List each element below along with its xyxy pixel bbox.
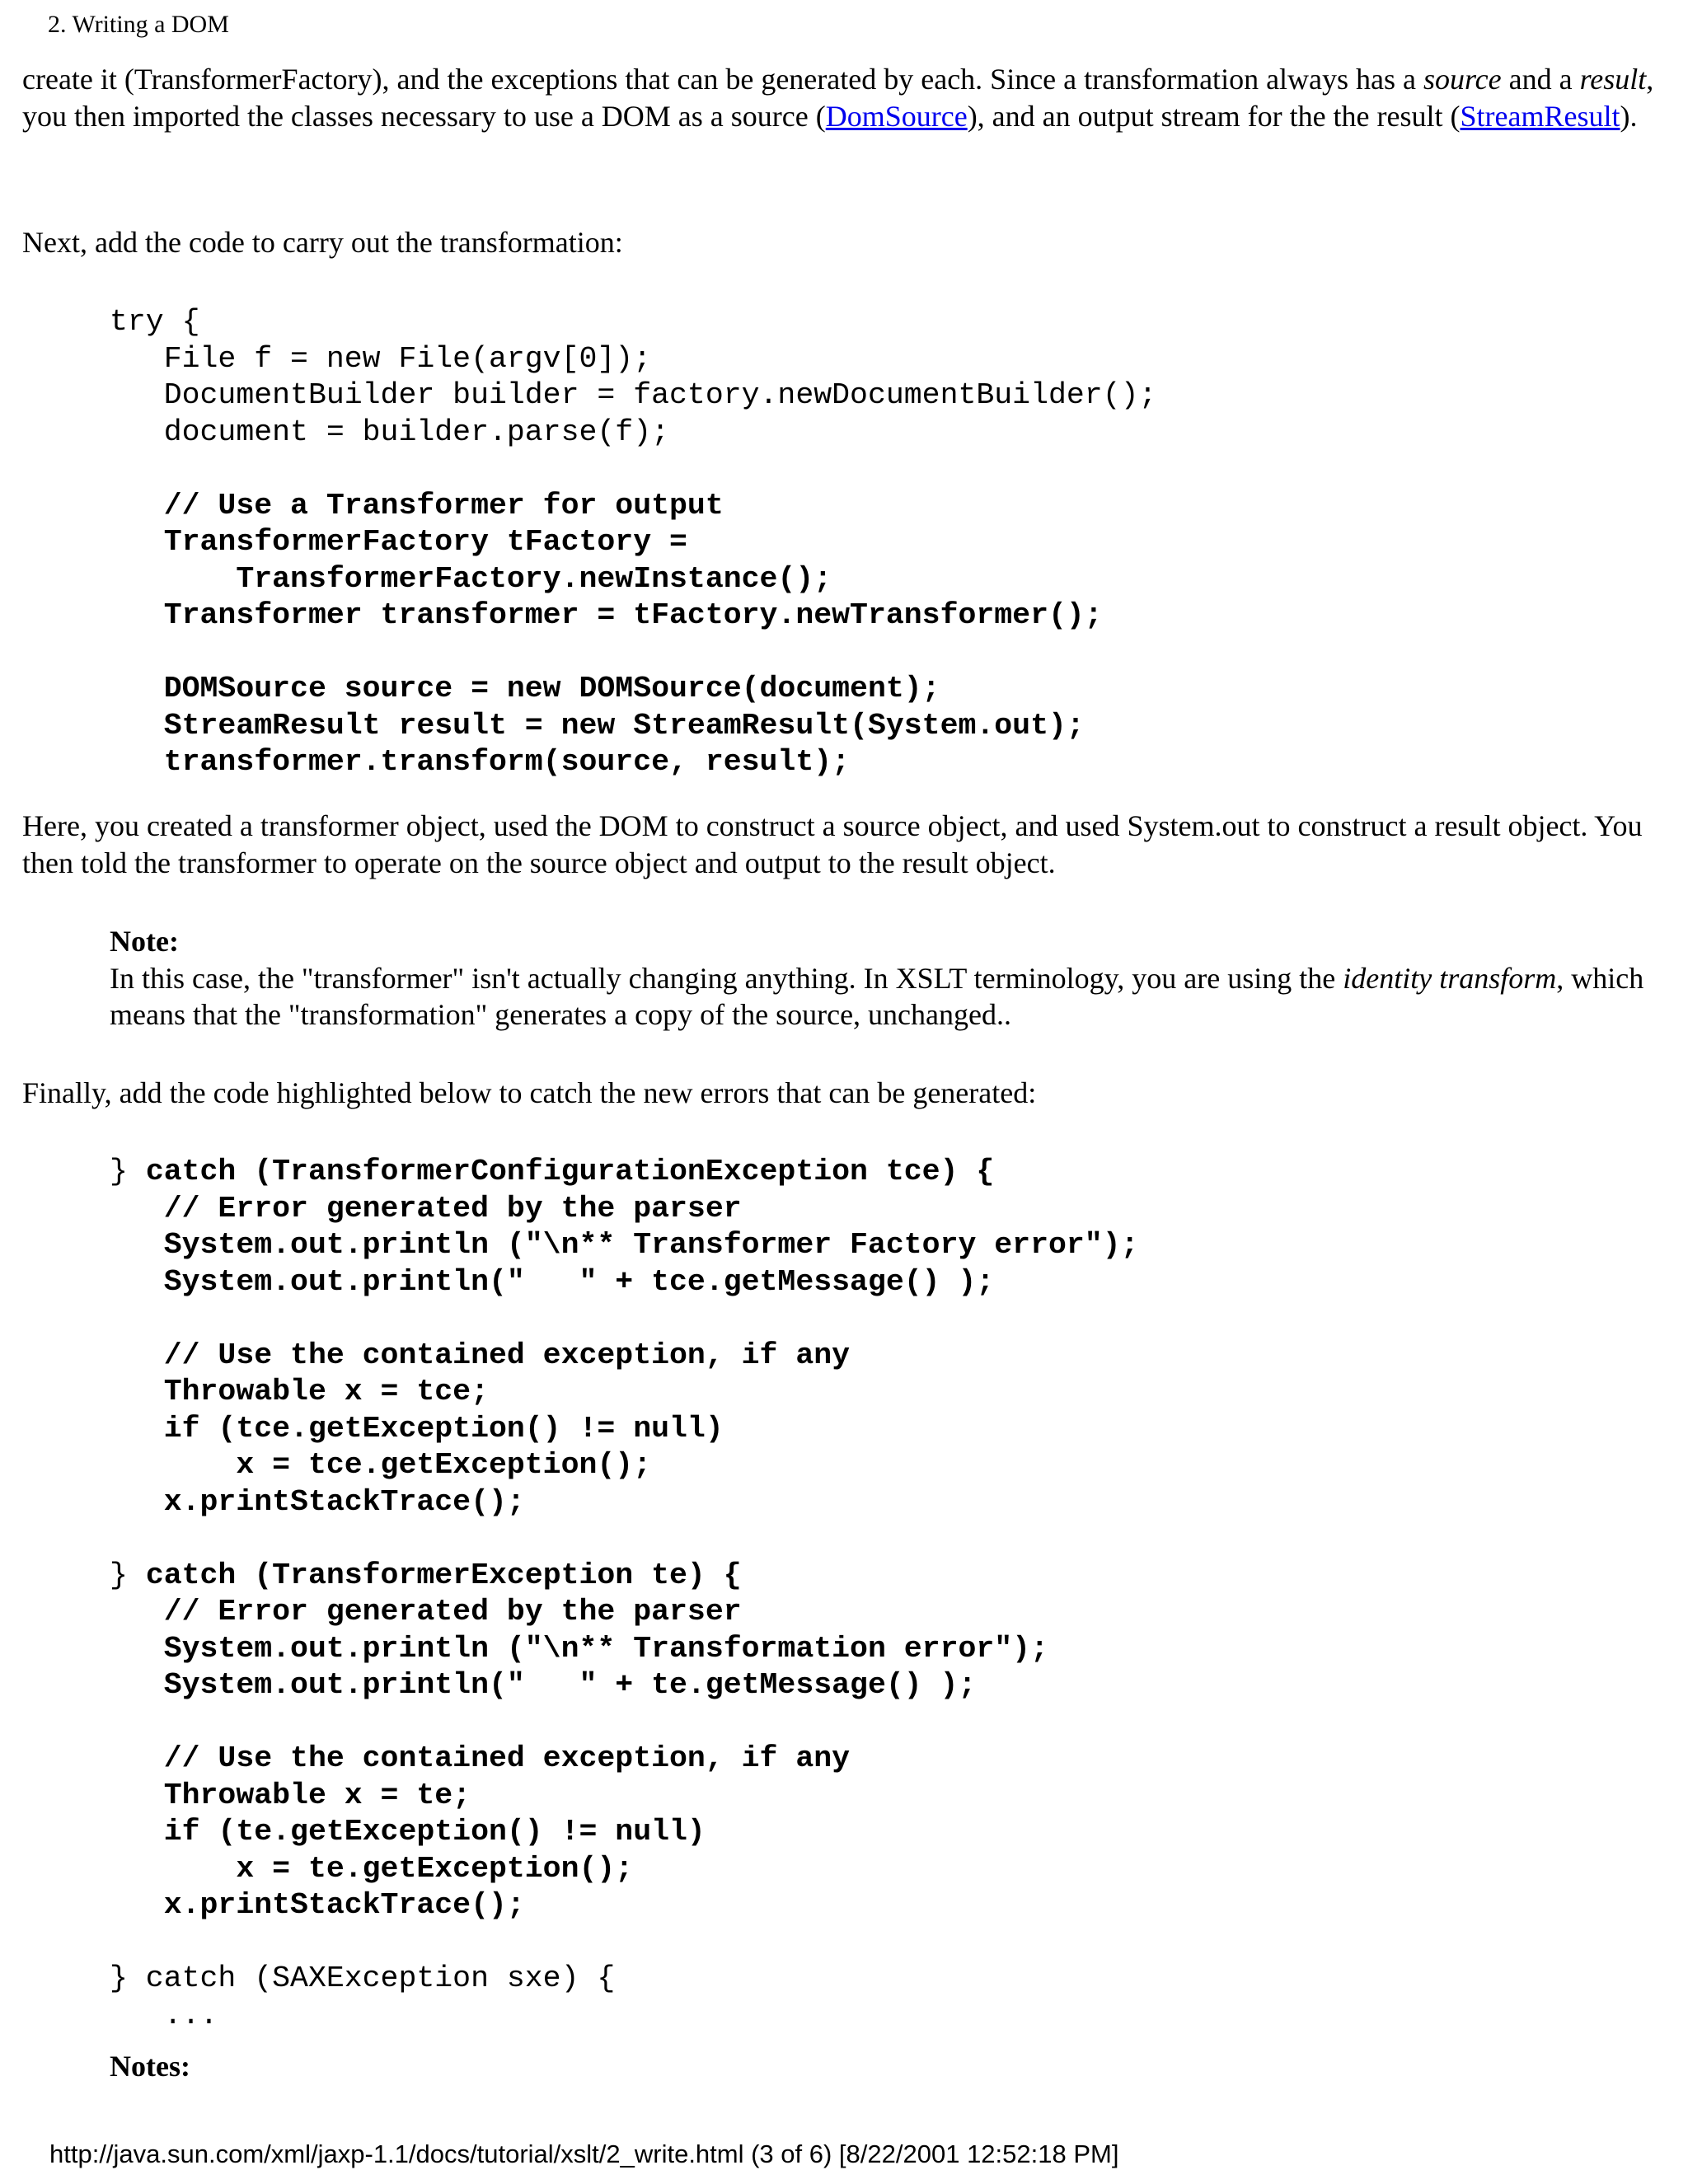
code-line-text: TransformerFactory.newInstance(); (110, 561, 832, 596)
code-line (110, 488, 1156, 525)
code-line-text: StreamResult result = new StreamResult(System.out); (110, 708, 1085, 743)
code-line-text: try { (110, 305, 200, 339)
code-line-text: ... (110, 1998, 218, 2032)
intro-source-emphasis: source (1423, 63, 1502, 96)
code-line-text: x = te.getException(); (110, 1851, 634, 1886)
code-line (110, 1227, 1139, 1264)
code-line-text: // Use the contained exception, if any (110, 1741, 851, 1775)
code-line (110, 671, 1156, 708)
note-text-1: In this case, the "transformer" isn't actually changing anything. In XSLT terminology, you are using the (110, 962, 1343, 995)
code-line (110, 1741, 1139, 1778)
finally-paragraph: Finally, add the code highlighted below to catch the new errors that can be generated: (22, 1076, 1037, 1109)
note-text-2: , which means that the "transformation" generates a copy of the source, unchanged.. (110, 962, 1644, 1031)
code-line (110, 524, 1156, 561)
code-line (110, 1924, 1139, 1961)
code-line-text: System.out.println ("\n** Transformation error"); (110, 1631, 1048, 1666)
code-line (110, 341, 1156, 378)
code-line-text: Transformer transformer = tFactory.newTransformer(); (110, 598, 1103, 632)
code-line-text: // Error generated by the parser (110, 1191, 742, 1226)
code-line-text: transformer.transform(source, result); (110, 745, 851, 779)
code-line-text: if (tce.getException() != null) (110, 1411, 724, 1446)
next-paragraph: Next, add the code to carry out the transformation: (22, 226, 623, 259)
code-line-prefix: } (110, 1155, 146, 1188)
code-line-text: x.printStackTrace(); (110, 1888, 525, 1922)
intro-text-3: , you then imported the classes necessary to use a DOM as a source ( (22, 63, 1654, 133)
code-line (110, 1338, 1139, 1375)
code-line (110, 377, 1156, 415)
streamresult-link[interactable]: StreamResult (1460, 100, 1620, 133)
code-line (110, 708, 1156, 745)
code-line-text: if (te.getException() != null) (110, 1815, 706, 1849)
code-line-text: x.printStackTrace(); (110, 1484, 525, 1519)
code-line (110, 1778, 1139, 1815)
code-line-text: x = tce.getException(); (110, 1448, 652, 1482)
code-line-text: document = builder.parse(f); (110, 415, 670, 449)
code-line (110, 598, 1156, 635)
intro-text-5: ). (1620, 100, 1638, 133)
running-header: 2. Writing a DOM (48, 11, 229, 38)
code-line (110, 1374, 1139, 1411)
code-line (110, 1961, 1139, 1998)
note-text (110, 960, 1651, 1033)
code-line (110, 1594, 1139, 1631)
code-line (110, 1154, 1139, 1191)
code-line (110, 1301, 1139, 1338)
code-line (110, 635, 1156, 672)
code-line-text: System.out.println(" " + tce.getMessage() ); (110, 1264, 995, 1299)
code-block-transformation (110, 304, 1156, 781)
code-line-text: // Use a Transformer for output (110, 488, 724, 523)
code-line (110, 1704, 1139, 1741)
code-line (110, 1191, 1139, 1228)
code-line-text: System.out.println(" " + te.getMessage() ); (110, 1668, 977, 1702)
domsource-link[interactable]: DomSource (825, 100, 968, 133)
code-line (110, 1411, 1139, 1448)
code-line (110, 1447, 1139, 1484)
code-line-text: File f = new File(argv[0]); (110, 341, 652, 376)
code-line (110, 1998, 1139, 2035)
code-line (110, 1521, 1139, 1558)
note-title: Note: (110, 925, 179, 958)
intro-result-emphasis: result (1579, 63, 1647, 96)
intro-text-2: and a (1501, 63, 1580, 96)
code-line-text: catch (TransformerException te) { (145, 1558, 742, 1592)
code-line (110, 1887, 1139, 1924)
code-line-text: // Error generated by the parser (110, 1595, 742, 1629)
code-line (110, 561, 1156, 598)
code-block-exceptions (110, 1154, 1139, 2034)
code-line (110, 1851, 1139, 1888)
code-line (110, 451, 1156, 488)
note-identity-emphasis: identity transform (1343, 962, 1557, 995)
code-line-text: } catch (SAXException sxe) { (110, 1961, 616, 1995)
intro-text-4: ), and an output stream for the the result ( (967, 100, 1461, 133)
intro-paragraph (22, 61, 1667, 135)
code-line (110, 1814, 1139, 1851)
code-line (110, 415, 1156, 452)
code-line-text: catch (TransformerConfigurationException tce) { (145, 1155, 995, 1188)
code-line-text: System.out.println ("\n** Transformer Factory error"); (110, 1228, 1139, 1262)
page-footer-url: http://java.sun.com/xml/jaxp-1.1/docs/tutorial/xslt/2_write.html (3 of 6) [8/22/2001 12:52:18 PM] (49, 2139, 1119, 2168)
code-line (110, 1484, 1139, 1521)
code-line-text: DocumentBuilder builder = factory.newDocumentBuilder(); (110, 378, 1157, 412)
code-line (110, 1264, 1139, 1301)
code-line-text: TransformerFactory tFactory = (110, 525, 687, 559)
code-line (110, 1667, 1139, 1704)
code-line (110, 1558, 1139, 1595)
code-line (110, 1631, 1139, 1668)
code-line (110, 304, 1156, 341)
notes-heading: Notes: (110, 2050, 190, 2083)
code-line-prefix: } (110, 1558, 146, 1592)
code-line (110, 744, 1156, 781)
code-line-text: DOMSource source = new DOMSource(document); (110, 672, 940, 705)
code-line-text: Throwable x = te; (110, 1778, 471, 1812)
code-line-text: // Use the contained exception, if any (110, 1338, 851, 1372)
intro-text-1: create it (TransformerFactory), and the exceptions that can be generated by each. Since a transformation always has a (22, 63, 1423, 96)
here-paragraph: Here, you created a transformer object, used the DOM to construct a source object, and used System.out to construct a result object. You then told the transformer to operate on the source object and output to the result object. (22, 809, 1643, 879)
code-line-text: Throwable x = tce; (110, 1375, 489, 1408)
